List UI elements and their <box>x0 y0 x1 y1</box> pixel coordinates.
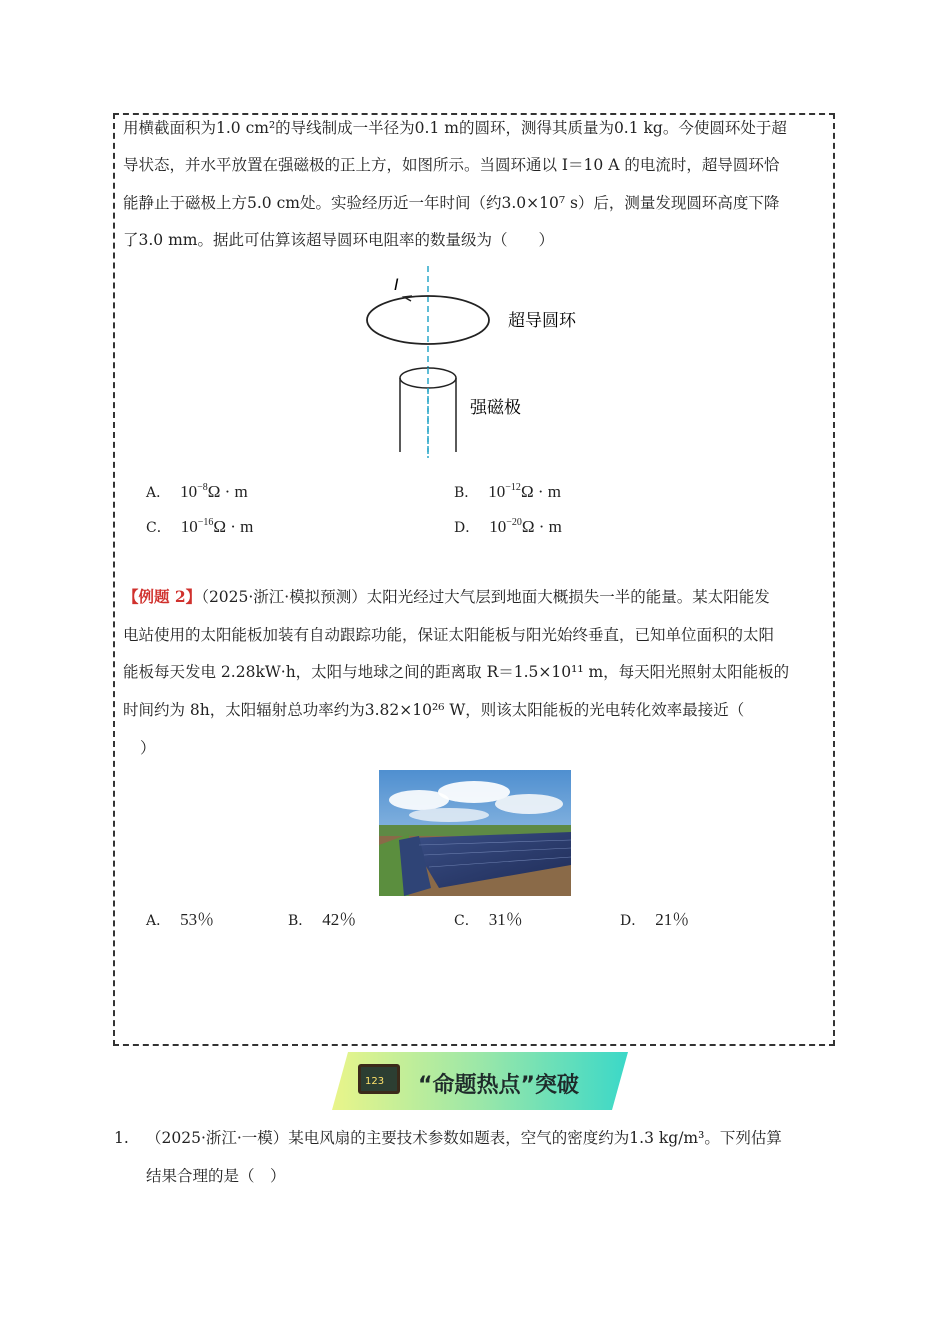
option-c[interactable]: C． 31％ <box>454 910 523 929</box>
option-d[interactable]: D． 21％ <box>620 910 690 929</box>
example-box <box>113 113 835 1046</box>
section-banner <box>330 1050 630 1112</box>
question-line: 了3.0 mm。据此可估算该超导圆环电阻率的数量级为（ ） <box>123 231 554 249</box>
example-line: 电站使用的太阳能板加装有自动跟踪功能，保证太阳能板与阳光始终垂直，已知单位面积的太阳 <box>123 626 775 644</box>
option-c[interactable]: C． $10^{-16}\Omega \cdot m$ <box>146 517 254 536</box>
ring-magnet-diagram <box>360 262 600 462</box>
example-line: 能板每天发电 2.28kW·h，太阳与地球之间的距离取 R＝1.5×10¹¹ m，每天阳光照射太阳能板的 <box>123 663 790 681</box>
current-label: I <box>394 275 399 294</box>
example-line: 【例题 2】（2025·浙江·模拟预测）太阳光经过大气层到地面大概损失一半的能量。某太阳能发 <box>123 587 770 606</box>
banner-title: “命题热点”突破 <box>418 1073 579 1098</box>
badge-text: 123 <box>365 1076 385 1087</box>
example-line: 时间约为 8h，太阳辐射总功率约为3.82×10²⁶ W，则该太阳能板的光电转化效率最接近（ <box>123 701 745 719</box>
option-a[interactable]: A． 53％ <box>146 910 215 929</box>
question-line: （2025·浙江·一模）某电风扇的主要技术参数如题表，空气的密度约为1.3 kg/m³。下列估算 <box>146 1129 782 1147</box>
example-line: ） <box>140 739 156 757</box>
question-number: 1. <box>114 1129 129 1147</box>
current-arrow-icon <box>404 296 412 301</box>
ring-label: 超导圆环 <box>508 311 576 331</box>
option-b[interactable]: B． 42％ <box>288 910 357 929</box>
option-d[interactable]: D． $10^{-20}\Omega \cdot m$ <box>454 517 562 536</box>
option-b[interactable]: B． $10^{-12}\Omega \cdot m$ <box>454 482 561 501</box>
example-tag: 【例题 2】 <box>123 587 202 606</box>
question-line: 结果合理的是（ ） <box>146 1167 286 1185</box>
question-line: 用横截面积为1.0 cm²的导线制成一半径为0.1 m的圆环，测得其质量为0.1 kg。今使圆环处于超 <box>123 119 787 137</box>
option-a[interactable]: A． $10^{-8}\Omega \cdot m$ <box>146 482 248 501</box>
solar-panel-photo <box>379 770 571 896</box>
question-line: 导状态，并水平放置在强磁极的正上方，如图所示。当圆环通以 I＝10 A 的电流时，超导圆环恰 <box>123 156 780 174</box>
question-line: 能静止于磁极上方5.0 cm处。实验经历近一年时间（约3.0×10⁷ s）后，测量发现圆环高度下降 <box>123 194 780 212</box>
magnet-label: 强磁极 <box>470 398 521 418</box>
